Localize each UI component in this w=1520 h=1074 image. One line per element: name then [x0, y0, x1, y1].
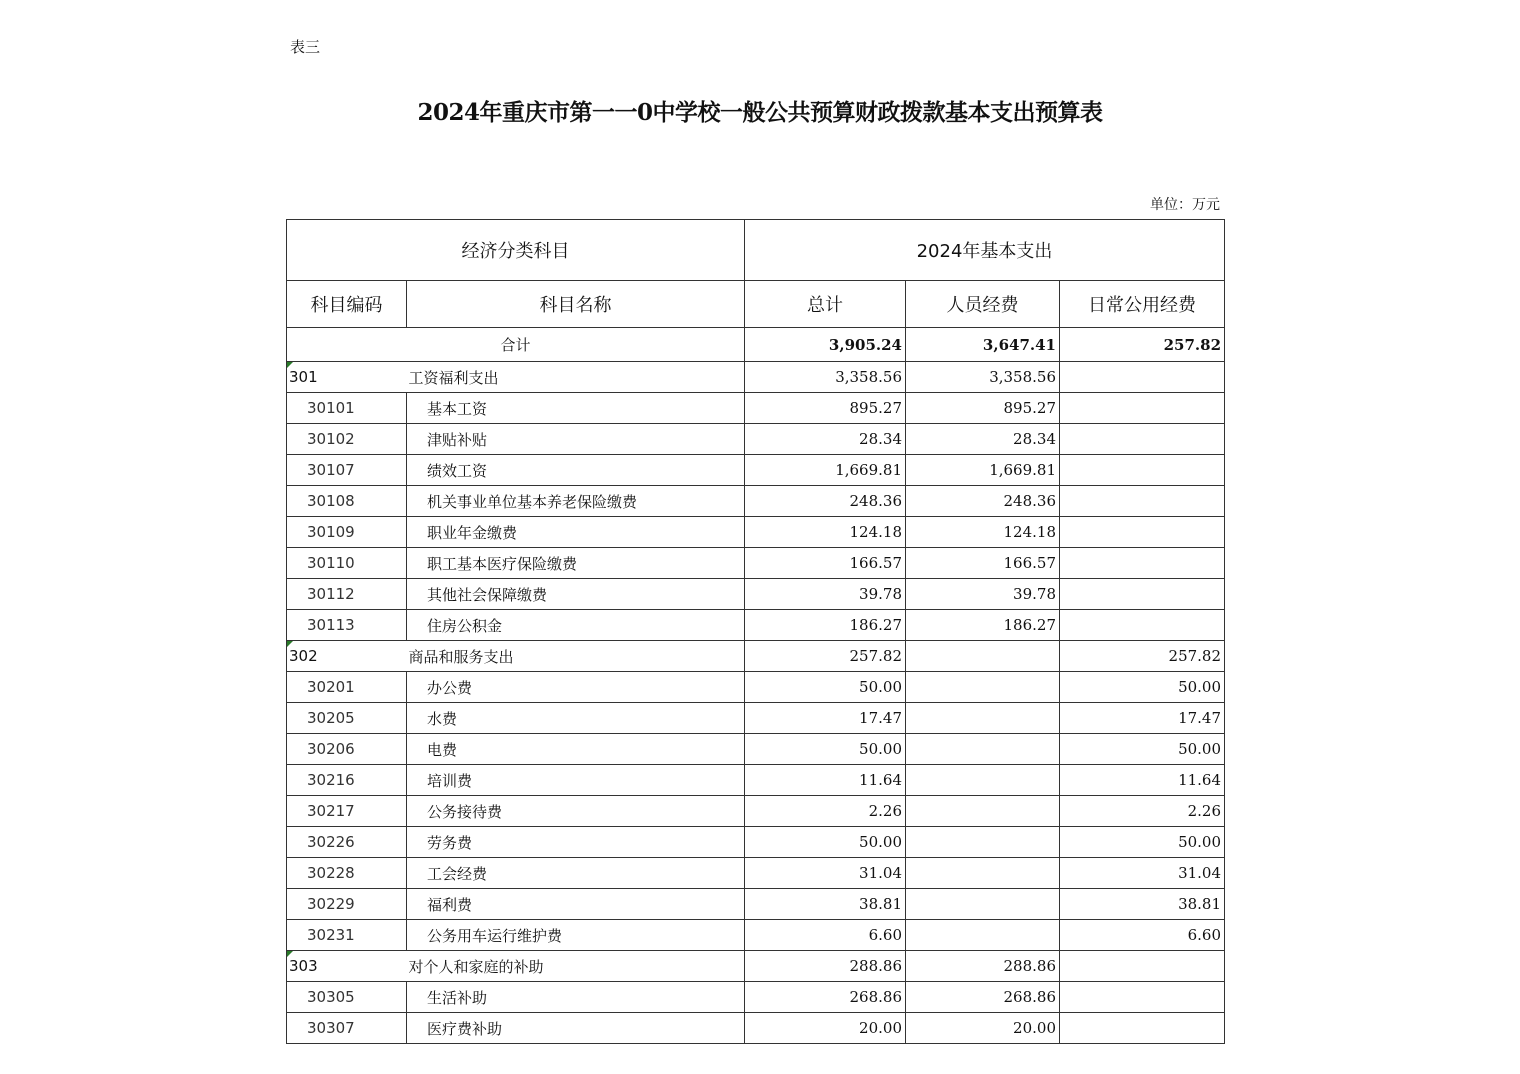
row-total — [745, 889, 906, 920]
row-name — [407, 982, 745, 1013]
row-public — [1060, 610, 1225, 641]
row-name-text: 绩效工资 — [427, 461, 488, 480]
row-total — [745, 672, 906, 703]
cell-note-marker-icon — [287, 951, 293, 957]
row-public — [1060, 982, 1225, 1013]
row-total — [745, 858, 906, 889]
row-code-text: 30206 — [307, 740, 355, 758]
row-public — [1060, 455, 1225, 486]
row-public — [1060, 641, 1225, 672]
row-personnel — [906, 703, 1060, 734]
row-total-text: 186.27 — [849, 616, 902, 634]
row-total-text: 31.04 — [859, 864, 902, 882]
row-personnel — [906, 579, 1060, 610]
row-code — [287, 424, 407, 455]
row-code — [287, 672, 407, 703]
row-total — [745, 796, 906, 827]
table-row — [287, 889, 1225, 920]
row-name — [407, 579, 745, 610]
row-name — [407, 548, 745, 579]
header-row-2 — [287, 281, 1225, 328]
header-code: 科目编码 — [287, 281, 407, 328]
row-name-text: 办公费 — [427, 678, 473, 697]
row-public — [1060, 672, 1225, 703]
total-total: 3,905.24 — [745, 328, 906, 362]
row-code-text: 30109 — [307, 523, 355, 541]
row-code — [287, 362, 407, 393]
row-total-text: 1,669.81 — [835, 461, 902, 479]
row-public — [1060, 517, 1225, 548]
row-personnel — [906, 858, 1060, 889]
table-row — [287, 827, 1225, 858]
row-name — [407, 672, 745, 703]
row-total — [745, 920, 906, 951]
table-row — [287, 579, 1225, 610]
row-public-text: 11.64 — [1178, 771, 1222, 789]
row-personnel — [906, 362, 1060, 393]
row-code-text: 30226 — [307, 833, 355, 851]
row-name-text: 职工基本医疗保险缴费 — [427, 554, 578, 573]
row-public-text: 38.81 — [1178, 895, 1222, 913]
total-row — [287, 328, 1225, 362]
row-name-text: 水费 — [427, 709, 458, 728]
row-code-text: 30102 — [307, 430, 355, 448]
row-public-text: 2.26 — [1187, 802, 1222, 820]
row-total-text: 50.00 — [859, 740, 902, 758]
row-personnel-text: 1,669.81 — [989, 461, 1056, 479]
row-personnel-text: 895.27 — [1003, 399, 1056, 417]
document-title: 2024年重庆市第一一0中学校一般公共预算财政拨款基本支出预算表 — [417, 99, 1103, 126]
row-code — [287, 858, 407, 889]
row-public — [1060, 734, 1225, 765]
group-row — [287, 951, 1225, 982]
header-personnel: 人员经费 — [906, 281, 1060, 328]
row-code-text: 30110 — [307, 554, 355, 572]
row-name-text: 电费 — [427, 740, 458, 759]
row-total-text: 288.86 — [849, 957, 902, 975]
row-public-text: 31.04 — [1178, 864, 1222, 882]
header-econ-class: 经济分类科目 — [287, 220, 745, 281]
row-code — [287, 486, 407, 517]
row-public — [1060, 579, 1225, 610]
row-name — [407, 455, 745, 486]
row-name — [407, 827, 745, 858]
row-total-text: 3,358.56 — [835, 368, 902, 386]
row-name-text: 职业年金缴费 — [427, 523, 518, 542]
row-total — [745, 951, 906, 982]
table-row — [287, 672, 1225, 703]
row-code — [287, 548, 407, 579]
group-row — [287, 362, 1225, 393]
row-name — [407, 486, 745, 517]
row-code-text: 30201 — [307, 678, 355, 696]
row-public — [1060, 424, 1225, 455]
total-public: 257.82 — [1060, 328, 1225, 362]
row-code-text: 30229 — [307, 895, 355, 913]
row-personnel — [906, 486, 1060, 517]
row-name-text: 机关事业单位基本养老保险缴费 — [427, 492, 638, 511]
row-public — [1060, 951, 1225, 982]
row-personnel — [906, 951, 1060, 982]
row-code — [287, 951, 407, 982]
row-personnel — [906, 455, 1060, 486]
row-name — [407, 641, 745, 672]
row-name-text: 劳务费 — [427, 833, 473, 852]
row-personnel — [906, 889, 1060, 920]
table-label: 表三 — [290, 38, 321, 56]
row-personnel-text: 20.00 — [1013, 1019, 1056, 1037]
row-code — [287, 610, 407, 641]
row-personnel — [906, 610, 1060, 641]
row-total — [745, 641, 906, 672]
row-code — [287, 455, 407, 486]
row-total-text: 2.26 — [868, 802, 902, 820]
table-row — [287, 765, 1225, 796]
row-personnel — [906, 920, 1060, 951]
row-personnel — [906, 424, 1060, 455]
header-name: 科目名称 — [407, 281, 745, 328]
budget-table — [286, 219, 1225, 1044]
row-total-text: 39.78 — [859, 585, 902, 603]
row-name-text: 住房公积金 — [427, 616, 503, 635]
row-total-text: 17.47 — [859, 709, 902, 727]
row-name-text: 福利费 — [427, 895, 473, 914]
table-row — [287, 796, 1225, 827]
table-row — [287, 1013, 1225, 1044]
table-row — [287, 734, 1225, 765]
table-row — [287, 610, 1225, 641]
row-code — [287, 1013, 407, 1044]
row-name — [407, 765, 745, 796]
table-row — [287, 517, 1225, 548]
row-code — [287, 579, 407, 610]
total-label: 合计 — [287, 328, 745, 362]
row-public — [1060, 1013, 1225, 1044]
row-total — [745, 486, 906, 517]
row-name — [407, 796, 745, 827]
row-personnel — [906, 672, 1060, 703]
table-row — [287, 982, 1225, 1013]
row-code-text: 30231 — [307, 926, 355, 944]
row-name-text: 公务用车运行维护费 — [427, 926, 563, 945]
row-code — [287, 827, 407, 858]
row-total — [745, 610, 906, 641]
row-public — [1060, 393, 1225, 424]
row-total-text: 166.57 — [849, 554, 902, 572]
total-personnel: 3,647.41 — [906, 328, 1060, 362]
row-code-text: 30216 — [307, 771, 355, 789]
row-public-text: 50.00 — [1178, 678, 1222, 696]
row-code-text: 30217 — [307, 802, 355, 820]
row-personnel-text: 124.18 — [1003, 523, 1056, 541]
row-name — [407, 734, 745, 765]
row-name — [407, 951, 745, 982]
row-personnel-text: 288.86 — [1003, 957, 1056, 975]
row-public-text: 50.00 — [1178, 740, 1222, 758]
row-name — [407, 362, 745, 393]
row-personnel — [906, 548, 1060, 579]
header-total: 总计 — [745, 281, 906, 328]
table-row — [287, 424, 1225, 455]
row-total — [745, 827, 906, 858]
row-code-text: 30108 — [307, 492, 355, 510]
row-public — [1060, 827, 1225, 858]
row-code-text: 302 — [289, 647, 318, 665]
unit-note: 单位：万元 — [1150, 197, 1220, 213]
row-public — [1060, 920, 1225, 951]
row-personnel — [906, 827, 1060, 858]
row-personnel — [906, 796, 1060, 827]
row-total — [745, 579, 906, 610]
row-personnel-text: 248.36 — [1003, 492, 1056, 510]
row-total-text: 50.00 — [859, 833, 902, 851]
row-personnel — [906, 641, 1060, 672]
row-total-text: 124.18 — [849, 523, 902, 541]
row-code-text: 303 — [289, 957, 318, 975]
row-personnel — [906, 982, 1060, 1013]
row-public-text: 257.82 — [1168, 647, 1222, 665]
row-total-text: 11.64 — [859, 771, 902, 789]
row-name — [407, 610, 745, 641]
row-total — [745, 548, 906, 579]
row-code — [287, 765, 407, 796]
row-public — [1060, 362, 1225, 393]
row-name — [407, 889, 745, 920]
row-total — [745, 517, 906, 548]
row-name-text: 商品和服务支出 — [408, 647, 514, 666]
row-personnel-text: 268.86 — [1003, 988, 1056, 1006]
row-name — [407, 1013, 745, 1044]
row-personnel — [906, 393, 1060, 424]
row-name-text: 公务接待费 — [427, 802, 503, 821]
row-total-text: 28.34 — [859, 430, 902, 448]
row-total — [745, 703, 906, 734]
row-code — [287, 517, 407, 548]
row-code-text: 30113 — [307, 616, 355, 634]
table-row — [287, 920, 1225, 951]
row-code — [287, 889, 407, 920]
row-public — [1060, 548, 1225, 579]
row-name — [407, 920, 745, 951]
row-personnel — [906, 765, 1060, 796]
row-code — [287, 641, 407, 672]
row-name-text: 对个人和家庭的补助 — [408, 957, 544, 976]
table-row — [287, 703, 1225, 734]
row-total-text: 38.81 — [859, 895, 902, 913]
row-code — [287, 734, 407, 765]
row-personnel — [906, 1013, 1060, 1044]
table-row — [287, 548, 1225, 579]
row-total — [745, 362, 906, 393]
row-public — [1060, 703, 1225, 734]
table-row — [287, 486, 1225, 517]
row-total — [745, 982, 906, 1013]
row-public-text: 17.47 — [1178, 709, 1222, 727]
row-total — [745, 765, 906, 796]
header-public: 日常公用经费 — [1060, 281, 1225, 328]
row-code — [287, 703, 407, 734]
row-name-text: 工会经费 — [427, 864, 488, 883]
row-total — [745, 424, 906, 455]
row-code — [287, 393, 407, 424]
row-name-text: 基本工资 — [427, 399, 488, 418]
row-name — [407, 858, 745, 889]
row-code-text: 30307 — [307, 1019, 355, 1037]
row-name — [407, 424, 745, 455]
table-row — [287, 393, 1225, 424]
row-personnel — [906, 734, 1060, 765]
row-name-text: 生活补助 — [427, 988, 488, 1007]
row-total-text: 248.36 — [849, 492, 902, 510]
table-row — [287, 455, 1225, 486]
cell-note-marker-icon — [287, 362, 293, 368]
row-total — [745, 455, 906, 486]
row-public — [1060, 486, 1225, 517]
row-public-text: 50.00 — [1178, 833, 1222, 851]
row-total-text: 268.86 — [849, 988, 902, 1006]
row-total-text: 50.00 — [859, 678, 902, 696]
row-code-text: 30205 — [307, 709, 355, 727]
row-code-text: 30112 — [307, 585, 355, 603]
row-public — [1060, 889, 1225, 920]
row-public — [1060, 796, 1225, 827]
row-code-text: 30107 — [307, 461, 355, 479]
row-total-text: 6.60 — [868, 926, 902, 944]
header-basic-expenditure: 2024年基本支出 — [745, 220, 1225, 281]
row-total-text: 20.00 — [859, 1019, 902, 1037]
row-code-text: 30305 — [307, 988, 355, 1006]
row-name-text: 工资福利支出 — [408, 368, 499, 387]
row-name-text: 其他社会保障缴费 — [427, 585, 548, 604]
row-name-text: 医疗费补助 — [427, 1019, 503, 1038]
row-public — [1060, 858, 1225, 889]
row-public-text: 6.60 — [1187, 926, 1222, 944]
row-personnel-text: 186.27 — [1003, 616, 1056, 634]
row-total-text: 257.82 — [849, 647, 902, 665]
group-row — [287, 641, 1225, 672]
row-total — [745, 1013, 906, 1044]
row-personnel-text: 166.57 — [1003, 554, 1056, 572]
row-code-text: 301 — [289, 368, 318, 386]
row-code-text: 30228 — [307, 864, 355, 882]
table-row — [287, 858, 1225, 889]
row-code-text: 30101 — [307, 399, 355, 417]
row-total — [745, 393, 906, 424]
row-code — [287, 920, 407, 951]
row-code — [287, 796, 407, 827]
row-total — [745, 734, 906, 765]
row-personnel-text: 28.34 — [1013, 430, 1056, 448]
row-total-text: 895.27 — [849, 399, 902, 417]
row-name — [407, 393, 745, 424]
row-name — [407, 703, 745, 734]
row-name — [407, 517, 745, 548]
row-code — [287, 982, 407, 1013]
row-public — [1060, 765, 1225, 796]
row-name-text: 津贴补贴 — [427, 430, 488, 449]
header-row-1 — [287, 220, 1225, 281]
row-name-text: 培训费 — [427, 771, 473, 790]
row-personnel-text: 3,358.56 — [989, 368, 1056, 386]
cell-note-marker-icon — [287, 641, 293, 647]
row-personnel — [906, 517, 1060, 548]
row-personnel-text: 39.78 — [1013, 585, 1056, 603]
